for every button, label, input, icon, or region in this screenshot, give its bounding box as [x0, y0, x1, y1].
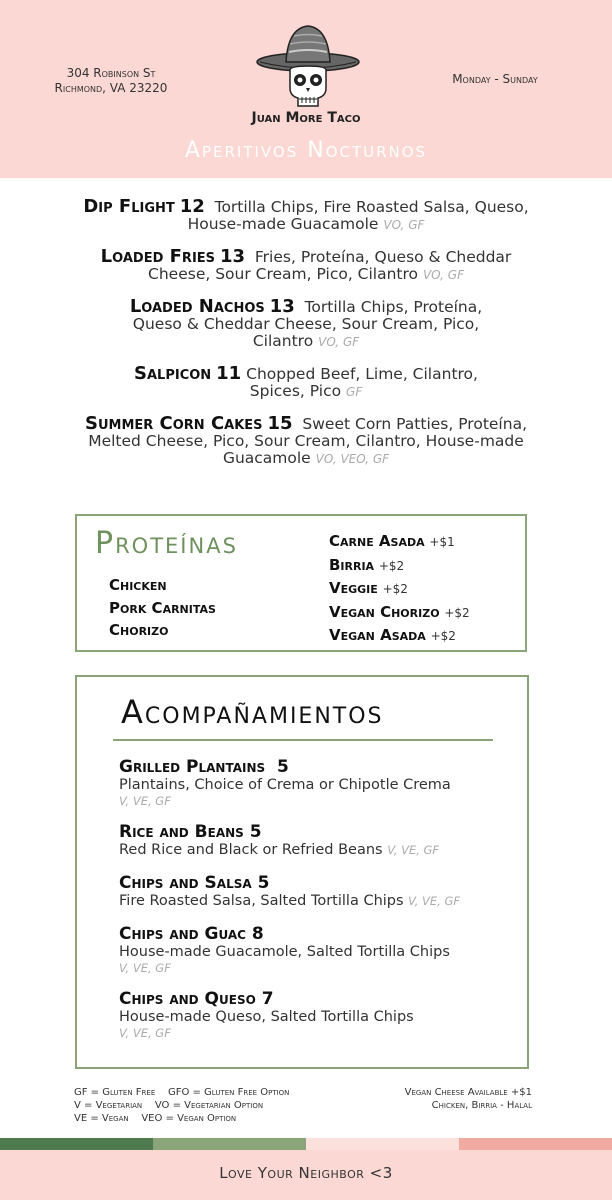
item-tags: VO, GF: [383, 218, 425, 232]
side-item: [119, 822, 519, 859]
item-price: 13: [269, 296, 295, 317]
proteinas-box: [75, 514, 527, 652]
side-name: Chips and Queso 7: [119, 989, 274, 1009]
side-tags: V, VE, GF: [119, 961, 171, 975]
item-tags: VO, VEO, GF: [315, 452, 390, 466]
protein-item: Pork Carnitas: [109, 598, 216, 617]
menu-header: [0, 0, 612, 178]
side-price: 5: [257, 873, 270, 893]
item-price: 13: [219, 246, 246, 267]
protein-upcharge: +$2: [444, 605, 470, 620]
dietary-notes: [352, 1086, 532, 1112]
protein-item: Chicken: [109, 576, 167, 594]
protein-item: Carne Asada: [329, 532, 425, 550]
item-tags: GF: [346, 385, 363, 399]
side-price: 5: [249, 822, 262, 842]
protein-item: Veggie: [329, 579, 378, 597]
protein-item: Birria: [329, 555, 375, 574]
side-description: Red Rice and Black or Refried Beans V, VE, GF: [119, 842, 440, 858]
side-tags: V, VE, GF: [408, 894, 461, 908]
proteinas-title: Proteínas: [95, 526, 238, 561]
side-description: Fire Roasted Salsa, Salted Tortilla Chips V, VE, GF: [119, 893, 461, 909]
address: [36, 66, 186, 96]
menu-item: [40, 298, 572, 351]
protein-upgrade-row: [329, 601, 470, 625]
hours: Monday - Sunday: [452, 72, 538, 86]
item-name: Salpicon: [134, 363, 212, 384]
acompanamientos-box: [75, 675, 529, 1069]
protein-upgrade-row: [329, 530, 470, 554]
stripe-green-light: [153, 1138, 306, 1150]
side-name: Chips and Salsa 5: [119, 873, 270, 893]
side-item: [119, 924, 519, 975]
side-name: Grilled Plantains 5: [119, 757, 289, 777]
item-name: Dip Flight: [83, 196, 175, 217]
legend-line: V = Vegetarian VO = Vegetarian Option: [74, 1100, 264, 1111]
side-tags: V, VE, GF: [119, 794, 171, 808]
item-price: 12: [179, 196, 205, 217]
side-price: 8: [251, 924, 264, 944]
protein-upcharge: +$2: [382, 582, 408, 596]
menu-item: [40, 365, 572, 401]
item-price: 11: [216, 363, 242, 384]
protein-item: Chorizo: [109, 621, 169, 639]
stripe-pink-light: [306, 1138, 459, 1150]
item-name: Loaded Fries: [100, 246, 216, 267]
side-price: 7: [261, 989, 274, 1009]
item-description: Chopped Beef, Lime, Cilantro, Spices, Pico: [246, 365, 478, 400]
color-stripe: [0, 1138, 612, 1150]
side-description: House-made Guacamole, Salted Tortilla Chips: [119, 944, 450, 960]
protein-item: Vegan Chorizo: [329, 602, 440, 621]
stripe-green-dark: [0, 1138, 153, 1150]
side-tags: V, VE, GF: [387, 843, 440, 857]
sombrero-skull-icon: [256, 22, 360, 110]
protein-upcharge: +$2: [430, 629, 456, 643]
protein-item: Vegan Asada: [329, 626, 426, 644]
protein-upgrade-row: [329, 577, 470, 601]
item-price: 15: [267, 413, 293, 434]
item-description: Tortilla Chips, Fire Roasted Salsa, Queso, House-made Guacamole: [187, 198, 529, 233]
appetizer-list: [40, 198, 572, 482]
side-item: [119, 989, 519, 1040]
address-line1: 304 Robinson St: [66, 66, 156, 80]
item-description: Sweet Corn Patties, Proteína, Melted Cheese, Pico, Sour Cream, Cilantro, House-made Guacamole: [88, 415, 527, 467]
item-tags: VO, GF: [422, 268, 464, 282]
item-name: Loaded Nachos: [129, 296, 265, 317]
protein-upcharge: +$1: [429, 535, 455, 549]
note-halal: Chicken, Birria - Halal: [431, 1100, 532, 1111]
dietary-legend: [74, 1086, 374, 1125]
protein-list-basic: [109, 574, 216, 642]
brand-name: Juan More Taco: [251, 110, 361, 126]
legend-line: GF = Gluten Free GFO = Gluten Free Option: [74, 1087, 290, 1098]
title-divider: [113, 739, 493, 741]
side-name: Chips and Guac 8: [119, 924, 264, 944]
protein-upgrade-row: [329, 624, 470, 648]
side-item: [119, 873, 519, 910]
section-title: Aperitivos Nocturnos: [184, 138, 428, 163]
legend-line: VE = Vegan VEO = Vegan Option: [74, 1113, 237, 1124]
side-item: [119, 757, 519, 808]
protein-upgrade-row: [329, 554, 470, 578]
side-price: 5: [277, 757, 289, 777]
protein-upcharge: +$2: [378, 558, 405, 573]
item-description: Tortilla Chips, Proteína, Queso & Cheddar Cheese, Sour Cream, Pico, Cilantro: [132, 298, 483, 350]
acompanamientos-title: Acompañamientos: [121, 693, 384, 731]
stripe-pink-dark: [459, 1138, 612, 1150]
item-description: Fries, Proteína, Queso & Cheddar Cheese, Sour Cream, Pico, Cilantro: [148, 248, 512, 283]
footer-tagline: Love Your Neighbor <3: [219, 1164, 393, 1182]
item-name: Summer Corn Cakes: [84, 413, 263, 434]
menu-item: [40, 415, 572, 468]
side-name: Rice and Beans 5: [119, 822, 262, 842]
menu-item: [40, 198, 572, 234]
note-vegan-cheese: Vegan Cheese Available +$1: [404, 1087, 532, 1098]
side-list: [119, 757, 519, 1054]
side-tags: V, VE, GF: [119, 1026, 171, 1040]
side-description: Plantains, Choice of Crema or Chipotle Crema: [119, 777, 451, 793]
menu-item: [40, 248, 572, 284]
protein-list-upgrades: [329, 530, 470, 648]
item-tags: VO, GF: [318, 335, 360, 349]
address-line2: Richmond, VA 23220: [54, 81, 168, 95]
side-description: House-made Queso, Salted Tortilla Chips: [119, 1009, 414, 1025]
